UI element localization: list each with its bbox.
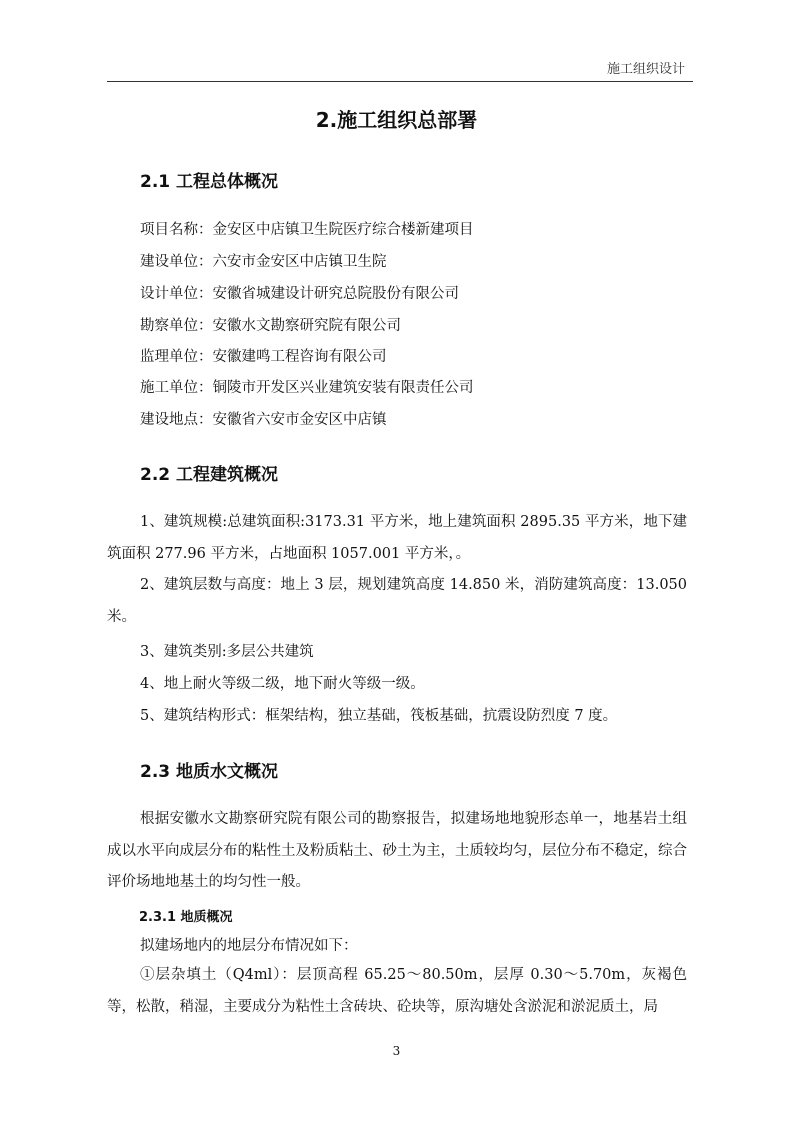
building-item-5: 5、建筑结构形式：框架结构，独立基础，筏板基础，抗震设防烈度 7 度。 xyxy=(140,708,618,724)
info-row-project-name xyxy=(140,218,474,239)
info-label: 设计单位： xyxy=(140,286,213,302)
info-value: 安徽水文勘察研究院有限公司 xyxy=(212,318,401,334)
building-item-4: 4、地上耐火等级二级，地下耐火等级一级。 xyxy=(140,676,425,692)
info-value: 安徽省城建设计研究总院股份有限公司 xyxy=(212,286,459,302)
info-value: 安徽建鸣工程咨询有限公司 xyxy=(212,349,387,365)
info-row-owner xyxy=(140,250,387,271)
info-value: 六安市金安区中店镇卫生院 xyxy=(212,254,387,270)
section-2-3-heading: 2.3 地质水文概况 xyxy=(140,762,279,782)
info-label: 施工单位： xyxy=(140,380,213,396)
section-2-1-heading: 2.1 工程总体概况 xyxy=(140,172,279,192)
page-title: 2.施工组织总部署 xyxy=(315,108,478,132)
info-row-contractor xyxy=(140,376,474,397)
page-number: 3 xyxy=(392,1044,401,1058)
info-row-designer xyxy=(140,282,459,303)
layer-1-paragraph: ①层杂填土（Q4ml）：层顶高程 65.25～80.50m，层厚 0.30～5.70m，灰褐色等，松散，稍湿，主要成分为粘性土含砖块、砼块等，原沟塘处含淤泥和淤泥质土，局 xyxy=(107,967,687,1015)
info-label: 项目名称： xyxy=(140,222,213,238)
section-2-3-1-heading: 2.3.1 地质概况 xyxy=(139,910,233,925)
info-label: 勘察单位： xyxy=(140,318,213,334)
geology-intro-paragraph: 根据安徽水文勘察研究院有限公司的勘察报告，拟建场地地貌形态单一，地基岩土组成以水平向成层分布的粘性土及粉质粘土、砂土为主，土质较均匀，层位分布不稳定，综合评价场地地基土的均匀性一般。 xyxy=(107,811,687,890)
building-item-1: 1、建筑规模:总建筑面积:3173.31 平方米，地上建筑面积 2895.35 平方米，地下建筑面积 277.96 平方米，占地面积 1057.001 平方米，。 xyxy=(107,514,687,562)
info-row-supervisor xyxy=(140,345,387,366)
page-header-title: 施工组织设计 xyxy=(606,62,685,77)
info-value: 安徽省六安市金安区中店镇 xyxy=(212,412,387,428)
info-value: 金安区中店镇卫生院医疗综合楼新建项目 xyxy=(212,222,474,238)
layer-distribution-lead: 拟建场地内的地层分布情况如下： xyxy=(140,938,358,954)
info-value: 铜陵市开发区兴业建筑安装有限责任公司 xyxy=(212,380,474,396)
building-item-2: 2、建筑层数与高度：地上 3 层，规划建筑高度 14.850 米，消防建筑高度：13.050 米。 xyxy=(107,577,687,625)
section-2-2-heading: 2.2 工程建筑概况 xyxy=(140,465,279,485)
info-label: 监理单位： xyxy=(140,349,213,365)
info-label: 建设单位： xyxy=(140,254,213,270)
info-label: 建设地点： xyxy=(140,412,213,428)
info-row-location xyxy=(140,408,387,429)
header-rule xyxy=(107,81,693,82)
info-row-surveyor xyxy=(140,314,401,335)
building-item-3: 3、建筑类别:多层公共建筑 xyxy=(140,644,314,660)
